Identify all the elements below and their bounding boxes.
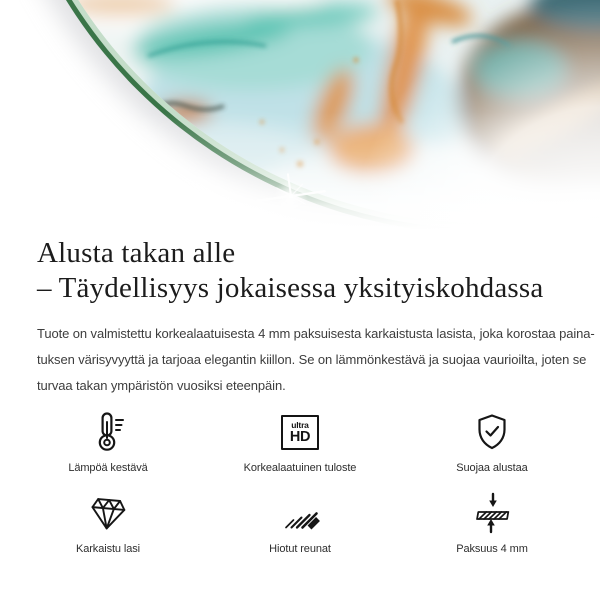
features-grid (0, 409, 600, 556)
ultra-hd-badge-top: ultra (291, 419, 309, 430)
description-line-2: tuksen värisyvyyttä ja tarjoaa elegantin kiillon. Se on lämmönkestävä ja suojaa vaurioilta, joten se (37, 352, 587, 367)
feature-label: Karkaistu lasi (75, 543, 140, 555)
feature-label: Suojaa alustaa (456, 462, 528, 474)
feature-label: Paksuus 4 mm (456, 543, 528, 555)
product-description (37, 321, 595, 399)
feature-item-heat-resistant (12, 409, 204, 475)
feature-item-tempered-glass (12, 490, 204, 556)
feature-label: Lämpöä kestävä (68, 462, 148, 474)
feature-label: Korkealaatuinen tuloste (243, 462, 357, 474)
content-section (0, 230, 600, 399)
feature-item-protects-base (396, 409, 588, 475)
feature-item-polished-edges (204, 490, 396, 556)
description-line-3: turvaa takan ympäristön vuosiksi eteenpäin. (37, 378, 286, 393)
feature-item-thickness (396, 490, 588, 556)
ultra-hd-badge-bottom: HD (289, 428, 311, 445)
shield-check-icon (472, 409, 512, 455)
ultra-hd-icon (281, 409, 319, 455)
diamond-icon (87, 490, 129, 536)
polished-edges-icon (280, 490, 320, 536)
title-line-2: – Täydellisyys jokaisessa yksityiskohdassa (37, 272, 544, 304)
feature-item-print-quality (204, 409, 396, 475)
glass-panel-photo (0, 0, 600, 230)
feature-label: Hiotut reunat (269, 543, 331, 555)
description-line-1: Tuote on valmistettu korkealaatuisesta 4 mm paksuisesta karkaistusta lasista, joka korostaa paina- (37, 326, 595, 341)
thermometer-icon (86, 409, 130, 455)
page-title (37, 236, 563, 306)
product-image (0, 0, 600, 230)
title-line-1: Alusta takan alle (37, 237, 236, 269)
thickness-icon (470, 490, 514, 536)
